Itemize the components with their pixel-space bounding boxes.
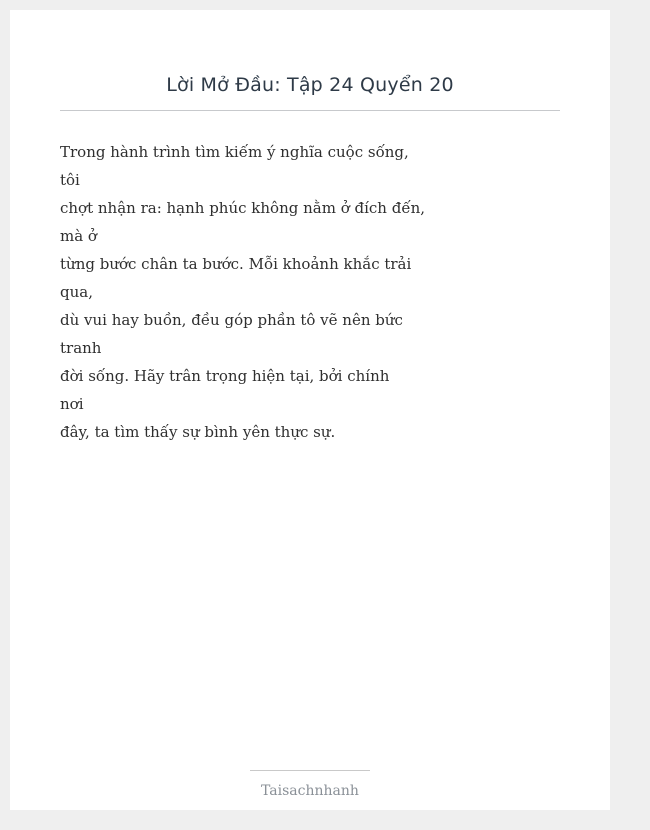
document-page (10, 10, 610, 810)
text-line: tranh (60, 339, 102, 357)
footer-text: Taisachnhanh (261, 783, 359, 799)
footer-divider (250, 770, 370, 771)
text-line: mà ở (60, 227, 97, 245)
text-line: chợt nhận ra: hạnh phúc không nằm ở đích đến, (60, 199, 425, 217)
body-text (60, 138, 425, 446)
text-line: tôi (60, 171, 80, 189)
page-title: Lời Mở Đầu: Tập 24 Quyển 20 (166, 74, 454, 96)
text-line: dù vui hay buồn, đều góp phần tô vẽ nên bức (60, 311, 403, 329)
title-divider (60, 110, 560, 111)
text-line: từng bước chân ta bước. Mỗi khoảnh khắc trải (60, 255, 412, 273)
text-line: đời sống. Hãy trân trọng hiện tại, bởi chính (60, 367, 390, 385)
text-line: qua, (60, 283, 93, 301)
text-line: đây, ta tìm thấy sự bình yên thực sự. (60, 423, 336, 441)
text-line: nơi (60, 395, 84, 413)
text-line: Trong hành trình tìm kiếm ý nghĩa cuộc sống, (60, 143, 409, 161)
